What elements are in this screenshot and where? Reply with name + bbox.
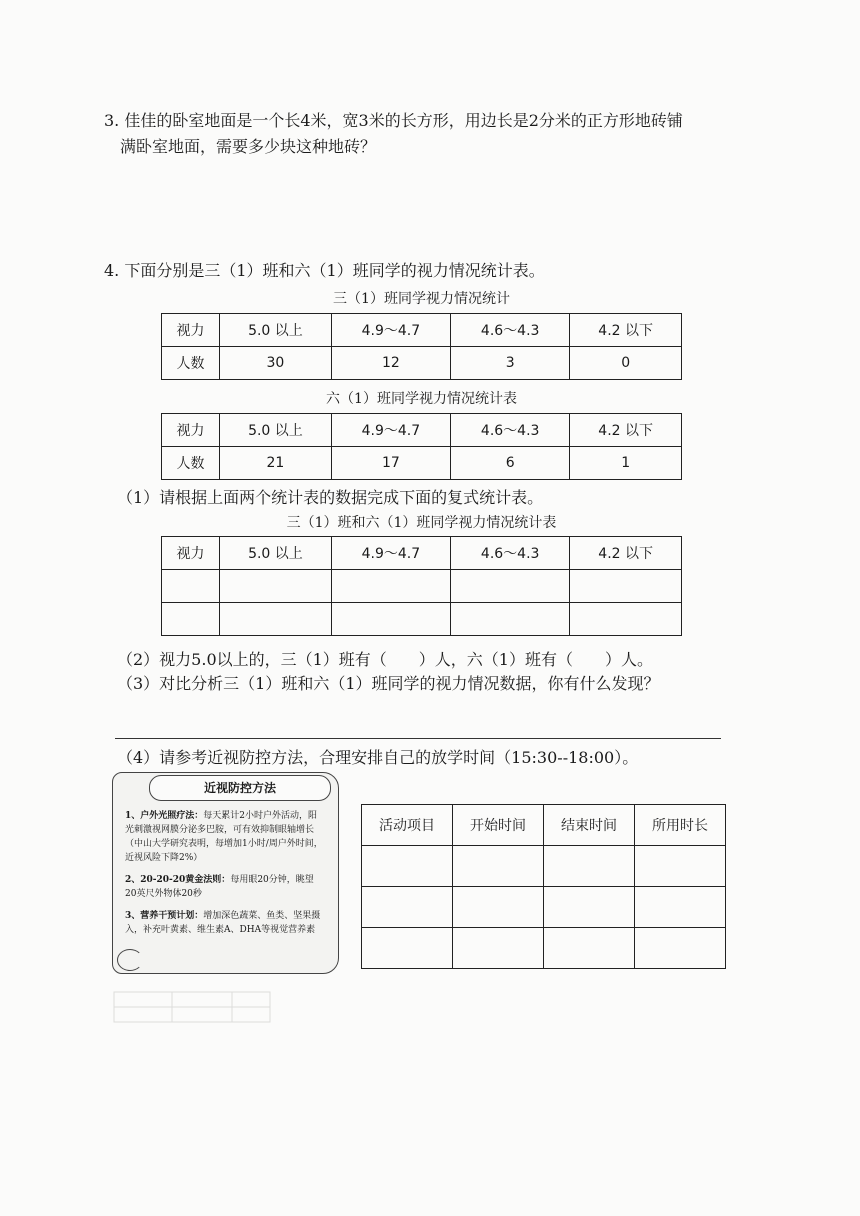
table-cell: 4.6～4.3 (451, 537, 570, 570)
table-cell: 0 (570, 347, 682, 380)
table-cell: 开始时间 (453, 805, 544, 846)
tip-item (125, 809, 325, 865)
question-3-line2: 满卧室地面，需要多少块这种地砖？ (120, 137, 377, 156)
table-row (162, 537, 682, 570)
answer-cell[interactable] (362, 887, 453, 928)
question-3 (104, 108, 764, 160)
part-1-instruction: （1）请根据上面两个统计表的数据完成下面的复式统计表。 (117, 488, 544, 507)
table-cell: 视力 (162, 414, 220, 447)
table-cell: 4.2 以下 (570, 314, 682, 347)
table-cell: 17 (331, 447, 450, 480)
table-class6-vision (161, 413, 682, 480)
answer-cell[interactable] (451, 603, 570, 636)
answer-cell[interactable] (544, 928, 635, 969)
table-cell: 4.9～4.7 (331, 414, 450, 447)
schedule-table (361, 804, 726, 969)
table-cell: 1 (570, 447, 682, 480)
tip-heading: 2、20-20-20黄金法则： (125, 875, 231, 885)
table-cell: 所用时长 (635, 805, 726, 846)
scroll-curl-decoration (117, 949, 143, 971)
table-cell: 12 (331, 347, 450, 380)
answer-cell[interactable] (570, 570, 682, 603)
tip-item (125, 873, 325, 901)
answer-cell[interactable] (635, 846, 726, 887)
tip-text: 每用眼20分钟，眺望20英尺外物体20秒 (125, 875, 314, 899)
table-row-blank (362, 887, 726, 928)
answer-cell[interactable] (453, 846, 544, 887)
table-cell: 6 (451, 447, 570, 480)
table-cell: 5.0 以上 (220, 414, 332, 447)
table-cell: 4.9～4.7 (331, 314, 450, 347)
answer-cell[interactable] (162, 570, 220, 603)
answer-cell[interactable] (453, 928, 544, 969)
answer-cell[interactable] (570, 603, 682, 636)
table-cell: 视力 (162, 314, 220, 347)
table-row (162, 414, 682, 447)
answer-line (115, 738, 721, 739)
bleed-through-ghost (112, 990, 272, 1024)
tips-body (125, 809, 325, 945)
answer-cell[interactable] (220, 603, 332, 636)
table-cell: 4.6～4.3 (451, 314, 570, 347)
table-row-blank (162, 603, 682, 636)
question-3-line1: 3. 佳佳的卧室地面是一个长4米，宽3米的长方形，用边长是2分米的正方形地砖铺 (104, 111, 683, 130)
answer-cell[interactable] (453, 887, 544, 928)
table-row-blank (362, 928, 726, 969)
tip-item (125, 909, 325, 937)
tip-text: 每天累计2小时户外活动，阳光刺激视网膜分泌多巴胺，可有效抑制眼轴增长（中山大学研究表明，每增加1小时/周户外时间，近视风险下降2%） (125, 811, 323, 863)
table-cell: 4.9～4.7 (331, 537, 450, 570)
table-cell: 5.0 以上 (220, 314, 332, 347)
answer-cell[interactable] (362, 928, 453, 969)
question-4-intro: 4. 下面分别是三（1）班和六（1）班同学的视力情况统计表。 (104, 261, 545, 280)
table-cell: 4.2 以下 (570, 414, 682, 447)
part-2-question: （2）视力5.0以上的，三（1）班有（ ）人，六（1）班有（ ）人。 (117, 650, 653, 669)
table-row-blank (162, 570, 682, 603)
answer-cell[interactable] (544, 846, 635, 887)
answer-cell[interactable] (162, 603, 220, 636)
table3-caption: 三（1）班和六（1）班同学视力情况统计表 (286, 515, 557, 531)
table-cell: 21 (220, 447, 332, 480)
table-cell: 结束时间 (544, 805, 635, 846)
answer-cell[interactable] (635, 887, 726, 928)
tip-text: 增加深色蔬菜、鱼类、坚果摄入，补充叶黄素、维生素A、DHA等视觉营养素 (125, 911, 321, 935)
table-row (162, 314, 682, 347)
answer-cell[interactable] (331, 570, 450, 603)
table-cell: 人数 (162, 347, 220, 380)
table-cell: 视力 (162, 537, 220, 570)
table-cell: 活动项目 (362, 805, 453, 846)
answer-cell[interactable] (362, 846, 453, 887)
tip-heading: 3、营养干预计划： (125, 911, 204, 921)
answer-cell[interactable] (220, 570, 332, 603)
answer-cell[interactable] (451, 570, 570, 603)
answer-cell[interactable] (331, 603, 450, 636)
table1-caption: 三（1）班同学视力情况统计 (333, 291, 510, 307)
table2-caption: 六（1）班同学视力情况统计表 (326, 391, 517, 407)
table-row (362, 805, 726, 846)
answer-cell[interactable] (544, 887, 635, 928)
table-cell: 30 (220, 347, 332, 380)
table-row (162, 347, 682, 380)
table-cell: 4.6～4.3 (451, 414, 570, 447)
tip-heading: 1、户外光照疗法： (125, 811, 204, 821)
table-cell: 4.2 以下 (570, 537, 682, 570)
part-4-question: （4）请参考近视防控方法，合理安排自己的放学时间（15:30--18:00）。 (117, 748, 639, 767)
table-cell: 人数 (162, 447, 220, 480)
answer-cell[interactable] (635, 928, 726, 969)
table-cell: 5.0 以上 (220, 537, 332, 570)
part-3-question: （3）对比分析三（1）班和六（1）班同学的视力情况数据，你有什么发现？ (117, 674, 660, 693)
table-cell: 3 (451, 347, 570, 380)
table-row (162, 447, 682, 480)
table-row-blank (362, 846, 726, 887)
tips-title: 近视防控方法 (149, 775, 331, 801)
table-combined-vision (161, 536, 682, 636)
table-class3-vision (161, 313, 682, 380)
myopia-tips-scroll (112, 772, 339, 974)
